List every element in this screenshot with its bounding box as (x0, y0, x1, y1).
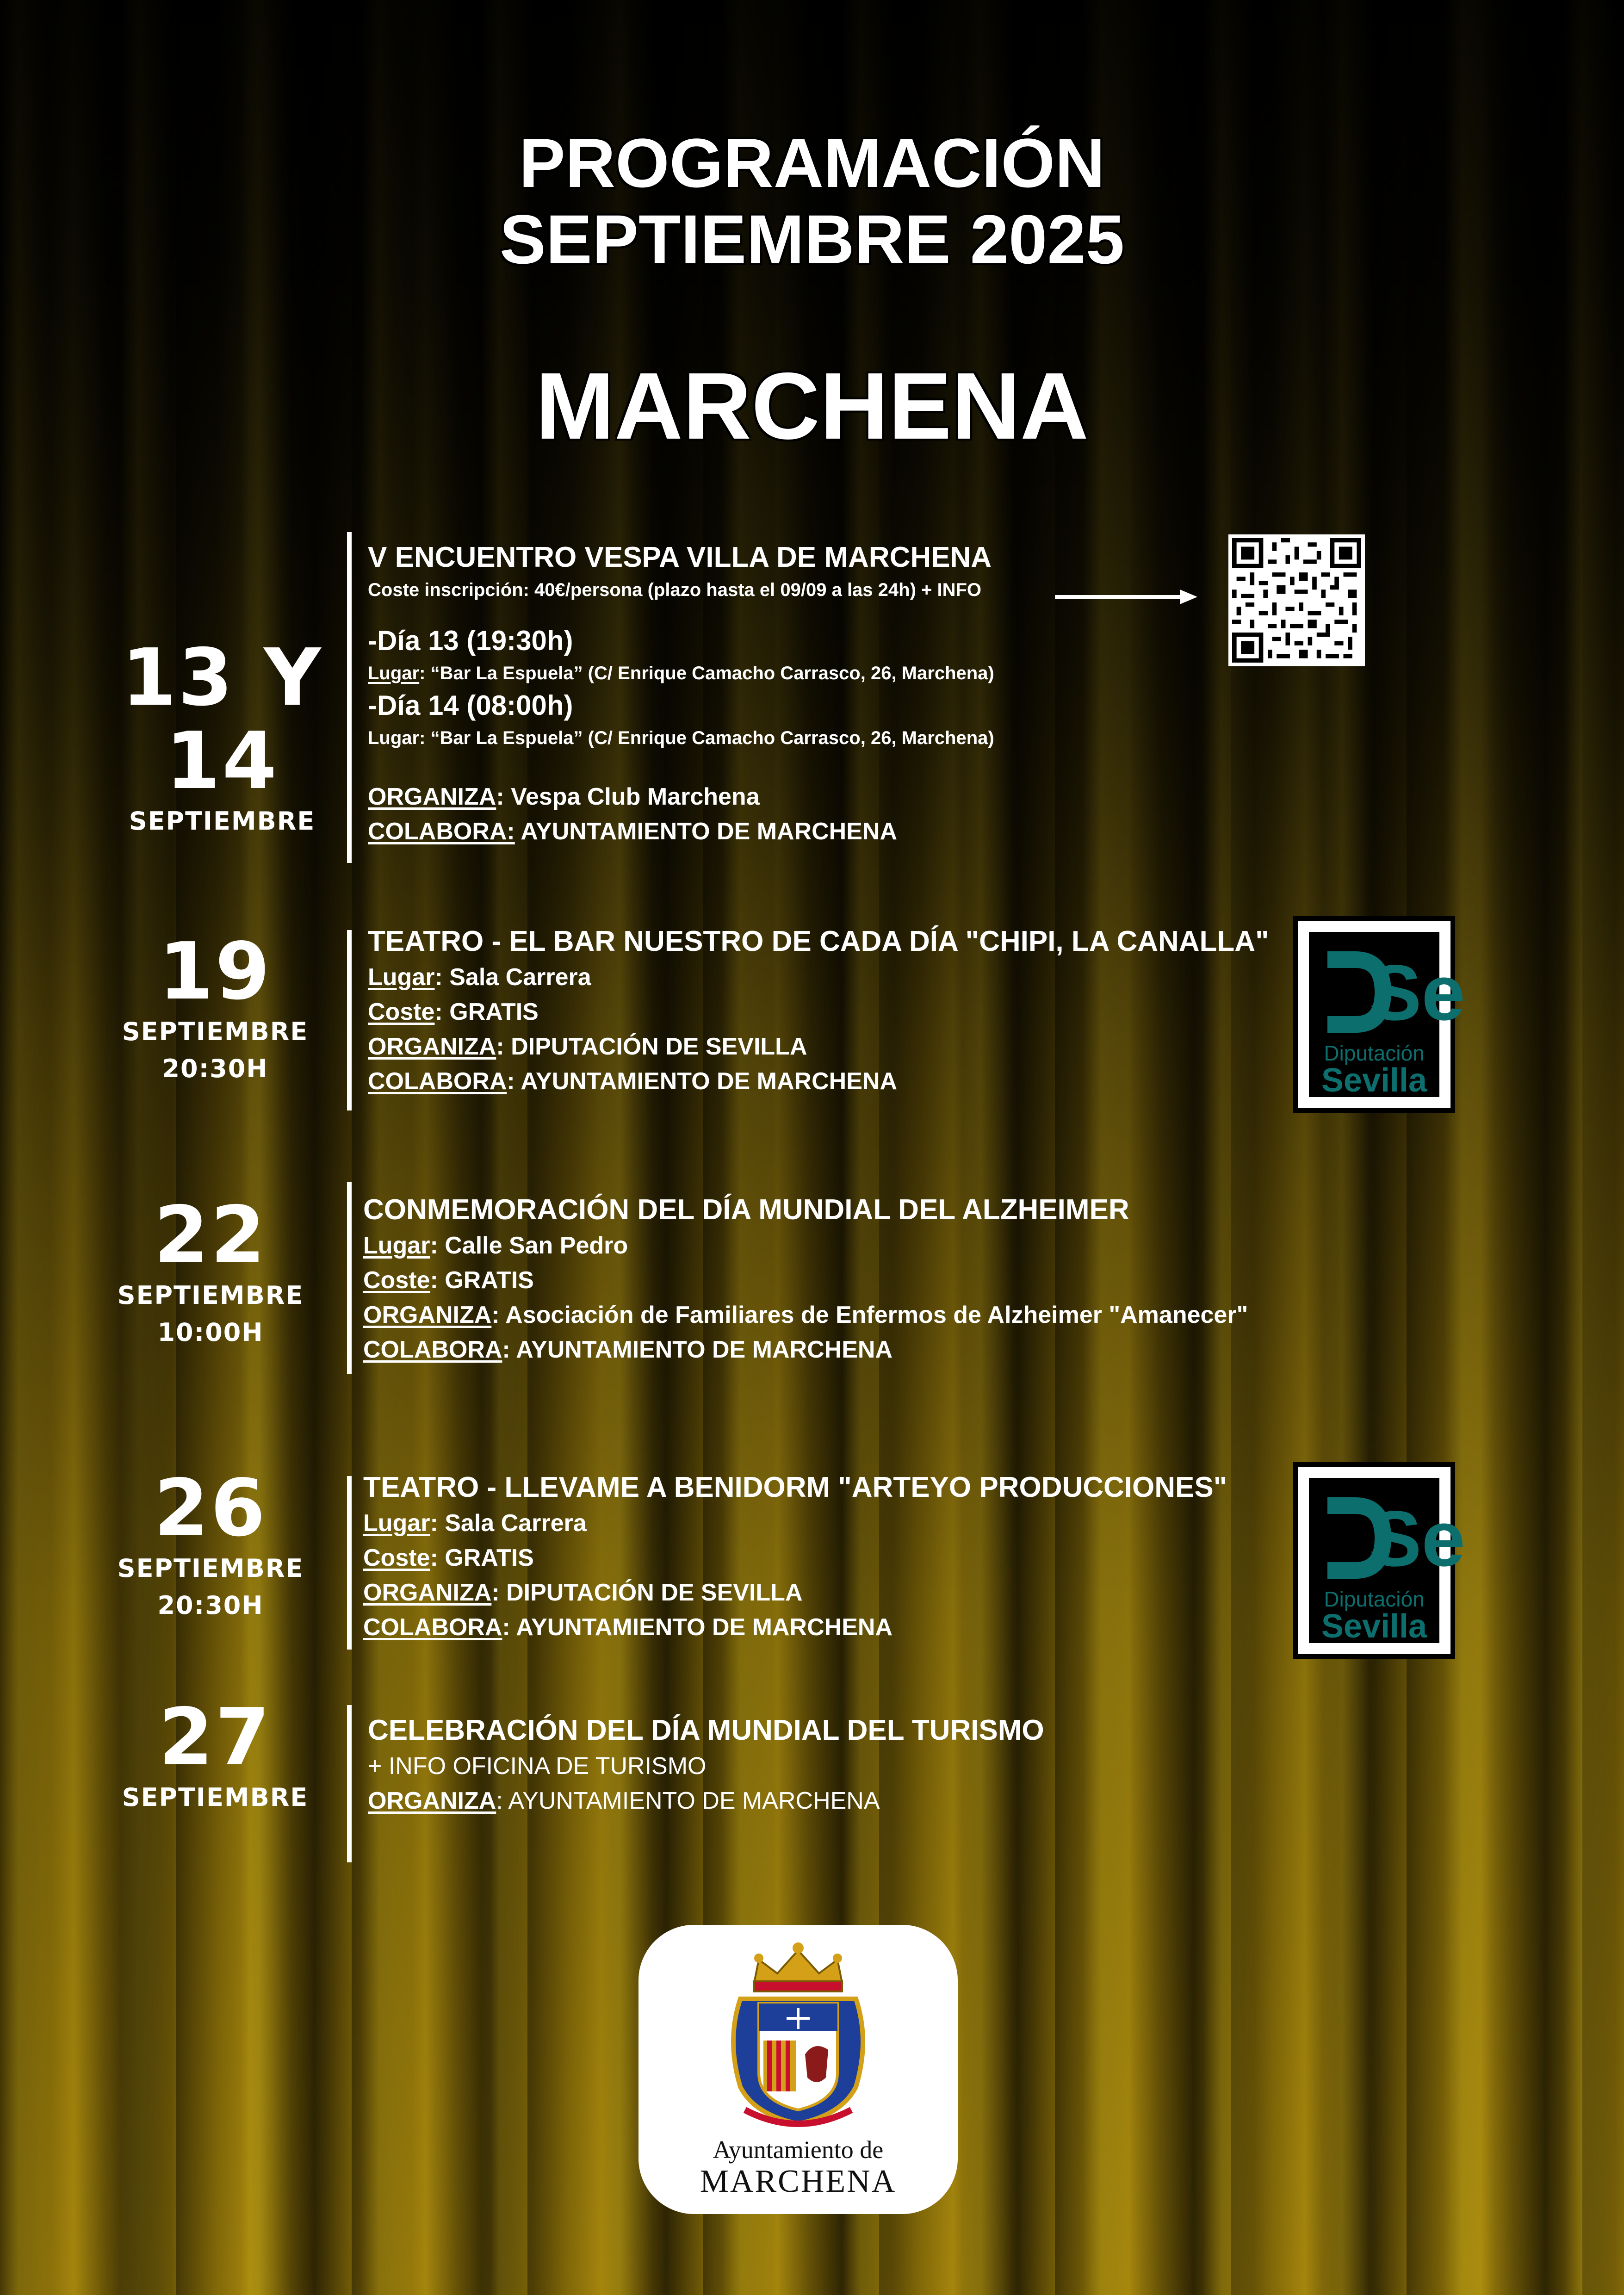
collaborator-label: COLABORA: (368, 818, 515, 845)
event-date-4 (88, 1467, 333, 1624)
cost-value: : GRATIS (430, 1267, 533, 1294)
organizer-label: ORGANIZA (363, 1302, 491, 1328)
logo-line-2: Sevilla (1309, 1061, 1439, 1099)
collaborator-label: COLABORA (363, 1614, 502, 1641)
event-venue-1 (368, 659, 1039, 687)
logo-line-1: Ayuntamiento de (638, 2135, 958, 2164)
venue-label: Lugar (368, 663, 419, 683)
event-organizer (368, 780, 1039, 814)
event-month: SEPTIEMBRE (88, 1277, 333, 1314)
collaborator-value: AYUNTAMIENTO DE MARCHENA (515, 818, 897, 845)
event-divider-5 (347, 1705, 352, 1862)
event-details-5 (368, 1712, 1293, 1818)
event-day-2: -Día 14 (08:00h) (368, 687, 1039, 724)
organizer-value: : AYUNTAMIENTO DE MARCHENA (496, 1787, 880, 1814)
venue-value: : Calle San Pedro (430, 1232, 628, 1259)
event-date-2 (93, 930, 338, 1087)
logo-line-1: Diputación (1309, 1587, 1439, 1612)
logo-line-2: MARCHENA (638, 2163, 958, 2200)
collaborator-value: : AYUNTAMIENTO DE MARCHENA (507, 1068, 897, 1095)
organizer-value: : DIPUTACIÓN DE SEVILLA (491, 1579, 802, 1606)
organizer-label: ORGANIZA (368, 1033, 496, 1060)
event-note: Coste inscripción: 40€/persona (plazo hasta el 09/09 a las 24h) + INFO (368, 576, 1039, 604)
event-date-5 (93, 1696, 338, 1816)
event-date-1 (93, 636, 352, 840)
event-details-4 (363, 1469, 1289, 1645)
event-day: 19 (93, 930, 338, 1013)
event-details-3 (363, 1191, 1474, 1367)
collaborator-value: : AYUNTAMIENTO DE MARCHENA (502, 1336, 893, 1363)
event-divider-4 (347, 1476, 352, 1650)
event-divider-3 (347, 1182, 352, 1374)
cost-value: : GRATIS (434, 999, 538, 1025)
event-month: SEPTIEMBRE (93, 1013, 338, 1050)
venue-label: Lugar (368, 964, 434, 991)
event-divider-1 (347, 532, 352, 863)
venue-value: : Sala Carrera (434, 964, 591, 991)
collaborator-label: COLABORA (368, 1068, 507, 1095)
venue-label: Lugar (363, 1232, 430, 1259)
logo-line-1: Diputación (1309, 1041, 1439, 1066)
svg-text:Se: Se (1369, 1495, 1465, 1583)
event-month: SEPTIEMBRE (88, 1550, 333, 1587)
event-venue-2: Lugar: “Bar La Espuela” (C/ Enrique Camacho Carrasco, 26, Marchena) (368, 724, 1039, 752)
ayuntamiento-logo (638, 1925, 958, 2214)
organizer-value: : DIPUTACIÓN DE SEVILLA (496, 1033, 807, 1060)
collaborator-label: COLABORA (363, 1336, 502, 1363)
organizer-value: : Asociación de Familiares de Enfermos de Alzheimer "Amanecer" (491, 1302, 1248, 1328)
event-time: 10:00H (88, 1314, 333, 1351)
collaborator-value: : AYUNTAMIENTO DE MARCHENA (502, 1614, 893, 1641)
cost-label: Coste (363, 1267, 430, 1294)
event-month: SEPTIEMBRE (93, 803, 352, 840)
page-title: PROGRAMACIÓN SEPTIEMBRE 2025 (372, 125, 1252, 278)
se-mark-icon (1318, 1492, 1438, 1584)
qr-code-icon[interactable] (1228, 534, 1365, 666)
event-title: TEATRO - LLEVAME A BENIDORM "ARTEYO PRODUCCIONES" (363, 1469, 1289, 1506)
event-day: 27 (93, 1696, 338, 1779)
event-divider-2 (347, 930, 352, 1110)
organizer-label: ORGANIZA (363, 1579, 491, 1606)
event-date-3 (88, 1194, 333, 1351)
event-day-1: -Día 13 (19:30h) (368, 622, 1039, 659)
se-mark-icon (1318, 946, 1438, 1038)
logo-background (1309, 932, 1439, 1097)
organizer-label: ORGANIZA (368, 783, 496, 810)
venue-value: : “Bar La Espuela” (C/ Enrique Camacho Carrasco, 26, Marchena) (419, 663, 994, 683)
venue-value: : Sala Carrera (430, 1510, 586, 1537)
event-title: V ENCUENTRO VESPA VILLA DE MARCHENA (368, 539, 1039, 576)
town-name: MARCHENA (0, 352, 1624, 461)
event-day: 22 (88, 1194, 333, 1277)
venue-label: Lugar (363, 1510, 430, 1537)
organizer-label: ORGANIZA (368, 1787, 496, 1814)
event-title: CELEBRACIÓN DEL DÍA MUNDIAL DEL TURISMO (368, 1712, 1293, 1749)
event-time: 20:30H (93, 1050, 338, 1087)
event-day: 26 (88, 1467, 333, 1550)
logo-line-2: Sevilla (1309, 1607, 1439, 1645)
organizer-value: : Vespa Club Marchena (496, 783, 759, 810)
cost-label: Coste (363, 1544, 430, 1571)
cost-value: : GRATIS (430, 1544, 533, 1571)
event-title: CONMEMORACIÓN DEL DÍA MUNDIAL DEL ALZHEIMER (363, 1191, 1474, 1228)
coat-of-arms-icon (722, 1939, 874, 2133)
event-time: 20:30H (88, 1587, 333, 1624)
diputacion-sevilla-logo (1298, 1467, 1450, 1654)
cost-label: Coste (368, 999, 434, 1025)
event-title: TEATRO - EL BAR NUESTRO DE CADA DÍA "CHIPI, LA CANALLA" (368, 923, 1293, 960)
event-day: 13 Y 14 (93, 636, 352, 803)
logo-background (1309, 1478, 1439, 1643)
event-details-1 (368, 539, 1039, 849)
svg-text:Se: Se (1369, 949, 1465, 1037)
diputacion-sevilla-logo (1298, 921, 1450, 1108)
event-collaborator (368, 814, 1039, 849)
event-info: + INFO OFICINA DE TURISMO (368, 1749, 1293, 1784)
arrow-right-icon (1055, 588, 1198, 606)
event-details-2 (368, 923, 1293, 1099)
event-month: SEPTIEMBRE (93, 1779, 338, 1816)
